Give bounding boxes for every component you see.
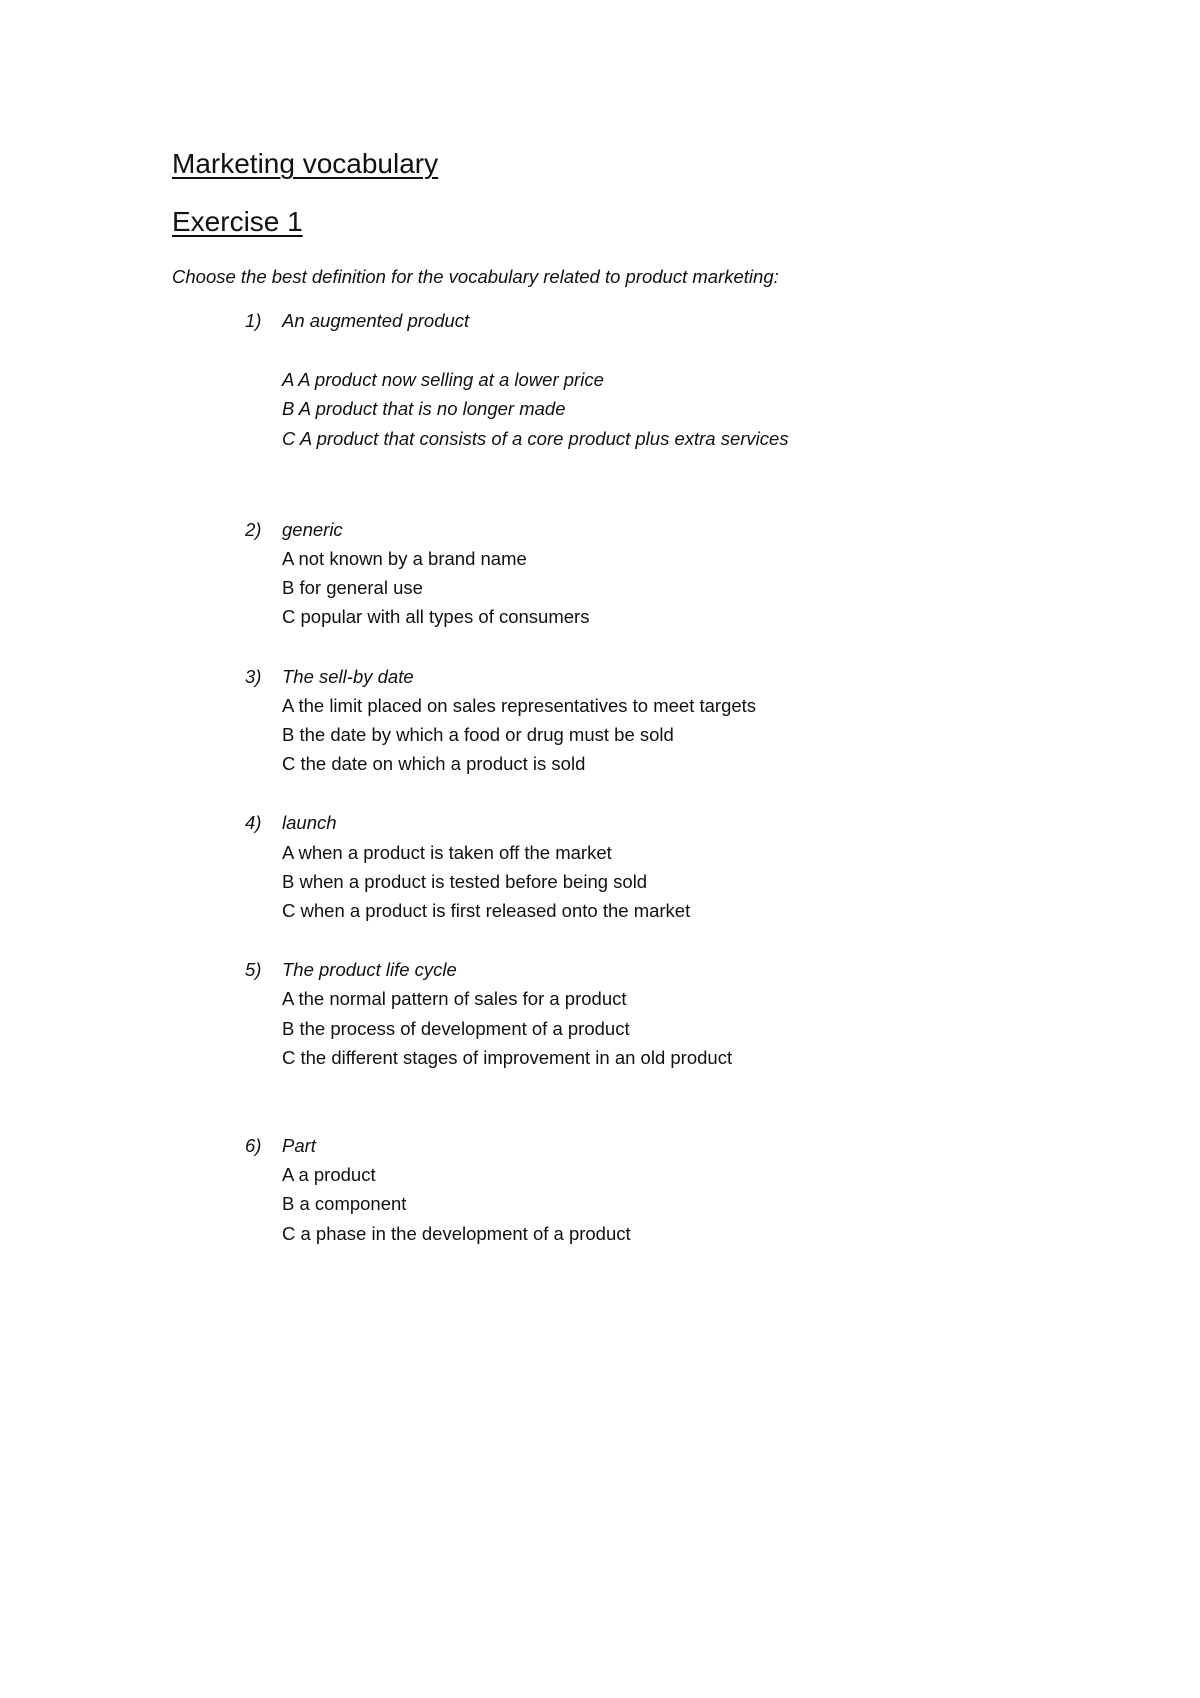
option-b: B a component	[282, 1193, 407, 1214]
option-b: B A product that is no longer made	[282, 398, 566, 419]
option-a: A A product now selling at a lower price	[282, 369, 604, 390]
option-b: B the date by which a food or drug must be sold	[282, 724, 674, 745]
option-c: C popular with all types of consumers	[282, 606, 590, 627]
question-term: The sell-by date	[282, 666, 414, 687]
question-number: 2)	[245, 519, 262, 540]
question-number: 6)	[245, 1135, 262, 1156]
question-number: 4)	[245, 812, 262, 833]
instructions-text: Choose the best definition for the vocabulary related to product marketing:	[172, 266, 779, 287]
option-a: A when a product is taken off the market	[282, 842, 612, 863]
option-a: A a product	[282, 1164, 376, 1185]
option-a: A the limit placed on sales representatives to meet targets	[282, 695, 757, 716]
option-b: B when a product is tested before being sold	[282, 871, 648, 892]
question-term: launch	[282, 812, 337, 833]
option-c: C when a product is first released onto the market	[282, 900, 691, 921]
option-b: B for general use	[282, 577, 423, 598]
question-term: Part	[282, 1135, 316, 1156]
document-title: Marketing vocabulary	[172, 148, 439, 179]
question-term: The product life cycle	[282, 959, 457, 980]
option-c: C the different stages of improvement in an old product	[282, 1047, 733, 1068]
option-b: B the process of development of a product	[282, 1018, 630, 1039]
exercise-heading: Exercise 1	[172, 206, 303, 237]
option-c: C a phase in the development of a product	[282, 1223, 631, 1244]
option-a: A not known by a brand name	[282, 548, 527, 569]
option-c: C the date on which a product is sold	[282, 753, 586, 774]
option-a: A the normal pattern of sales for a product	[282, 988, 627, 1009]
question-number: 1)	[245, 310, 262, 331]
option-c: C A product that consists of a core product plus extra services	[282, 428, 789, 449]
question-term: generic	[282, 519, 343, 540]
question-term: An augmented product	[282, 310, 470, 331]
question-number: 3)	[245, 666, 262, 687]
question-number: 5)	[245, 959, 262, 980]
